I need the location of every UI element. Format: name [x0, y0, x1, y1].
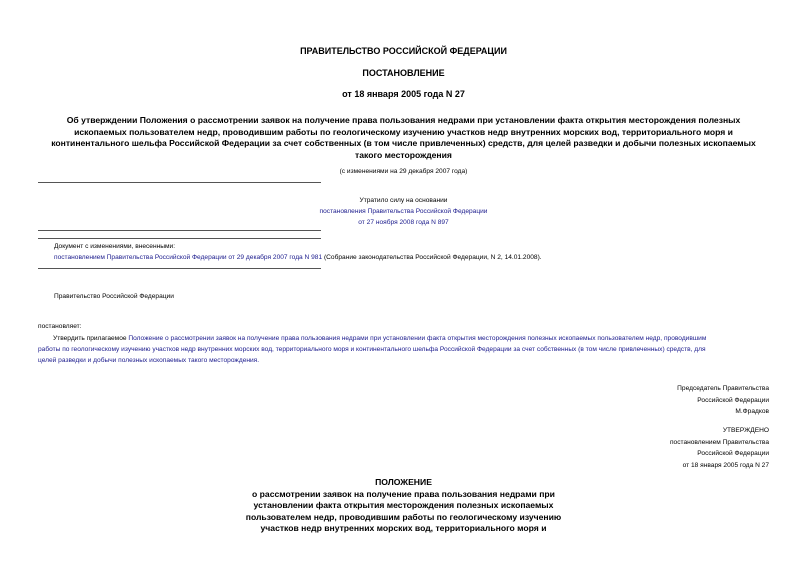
approved-line: Российской Федерации: [697, 450, 769, 457]
repeal-notice: [200, 195, 607, 228]
document-title: [30, 115, 777, 161]
doc-date: от 18 января 2005 года N 27: [342, 89, 465, 99]
regulation-link[interactable]: Положение о рассмотрении заявок на получение права пользования недрами при установлении факта открытия месторождения полезных ископаемых пользователем недр, проводившим: [128, 335, 707, 342]
regulation-heading: ПОЛОЖЕНИЕ: [375, 477, 432, 487]
title-line: ископаемых пользователем недр, проводившим работы по геологическому изучению участков недр внутренних морских вод, территориального моря и: [74, 126, 733, 137]
title-line: такого месторождения: [355, 149, 452, 160]
signature-line: М.Фрадков: [735, 408, 769, 415]
regulation-line: о рассмотрении заявок на получение права пользования недрами при: [252, 488, 555, 499]
changes-source: (Собрание законодательства Российской Федерации, N 2, 14.01.2008).: [322, 254, 542, 261]
regulation-link-line[interactable]: целей разведки и добычи полезных ископаемых такого месторождения.: [38, 357, 260, 364]
approved-line: от 18 января 2005 года N 27: [682, 461, 769, 469]
signature-line: Российской Федерации: [697, 396, 769, 404]
divider: [38, 268, 321, 269]
body-government: Правительство Российской Федерации: [54, 293, 174, 300]
changes-link[interactable]: постановлением Правительства Российской Федерации от 29 декабря 2007 года N 981: [54, 254, 323, 261]
repeal-text: Утратило силу на основании: [359, 197, 448, 204]
approve-prefix: Утвердить прилагаемое: [53, 335, 129, 342]
regulation-line: пользователем недр, проводившим работы по геологическому изучению: [245, 511, 562, 522]
government-heading: ПРАВИТЕЛЬСТВО РОССИЙСКОЙ ФЕДЕРАЦИИ: [300, 46, 507, 56]
signature-line: Председатель Правительства: [677, 385, 769, 392]
divider: [38, 230, 321, 231]
divider: [38, 238, 321, 239]
regulation-line: участков недр внутренних морских вод, территориального моря и: [260, 523, 547, 533]
approved-line: постановлением Правительства: [669, 438, 769, 446]
amendment-note: (с изменениями на 29 декабря 2007 года): [339, 168, 468, 175]
divider: [38, 182, 321, 183]
doc-type-heading: ПОСТАНОВЛЕНИЕ: [362, 68, 445, 78]
title-line: континентального шельфа Российской Федерации за счет собственных (в том числе привлеченных) средств, для целей разведки и добычи полезных ископаемых: [51, 138, 756, 148]
changes-intro: Документ с изменениями, внесенными:: [54, 243, 176, 250]
resolves-text: постановляет:: [38, 323, 82, 330]
approve-paragraph: [38, 333, 770, 366]
regulation-link-line[interactable]: работы по геологическому изучению участков недр внутренних морских вод, территориального моря и континентального шельфа Российской Федерации за счет собственных (в том числе привлеченных) средств, для: [38, 346, 706, 353]
approve-line: [38, 333, 770, 344]
signature-block: [677, 383, 769, 418]
regulation-line: установлении факта открытия месторождения полезных ископаемых: [253, 500, 554, 510]
title-line: Об утверждении Положения о рассмотрении заявок на получение права пользования недрами при установлении факта открытия месторождения полезных: [66, 115, 741, 125]
changes-block: [54, 252, 542, 263]
repeal-link-date[interactable]: от 27 ноября 2008 года N 897: [358, 219, 449, 226]
repeal-link[interactable]: постановления Правительства Российской Федерации: [319, 208, 488, 215]
approved-line: УТВЕРЖДЕНО: [722, 427, 769, 434]
regulation-title: [0, 477, 807, 535]
approved-block: [670, 425, 769, 471]
